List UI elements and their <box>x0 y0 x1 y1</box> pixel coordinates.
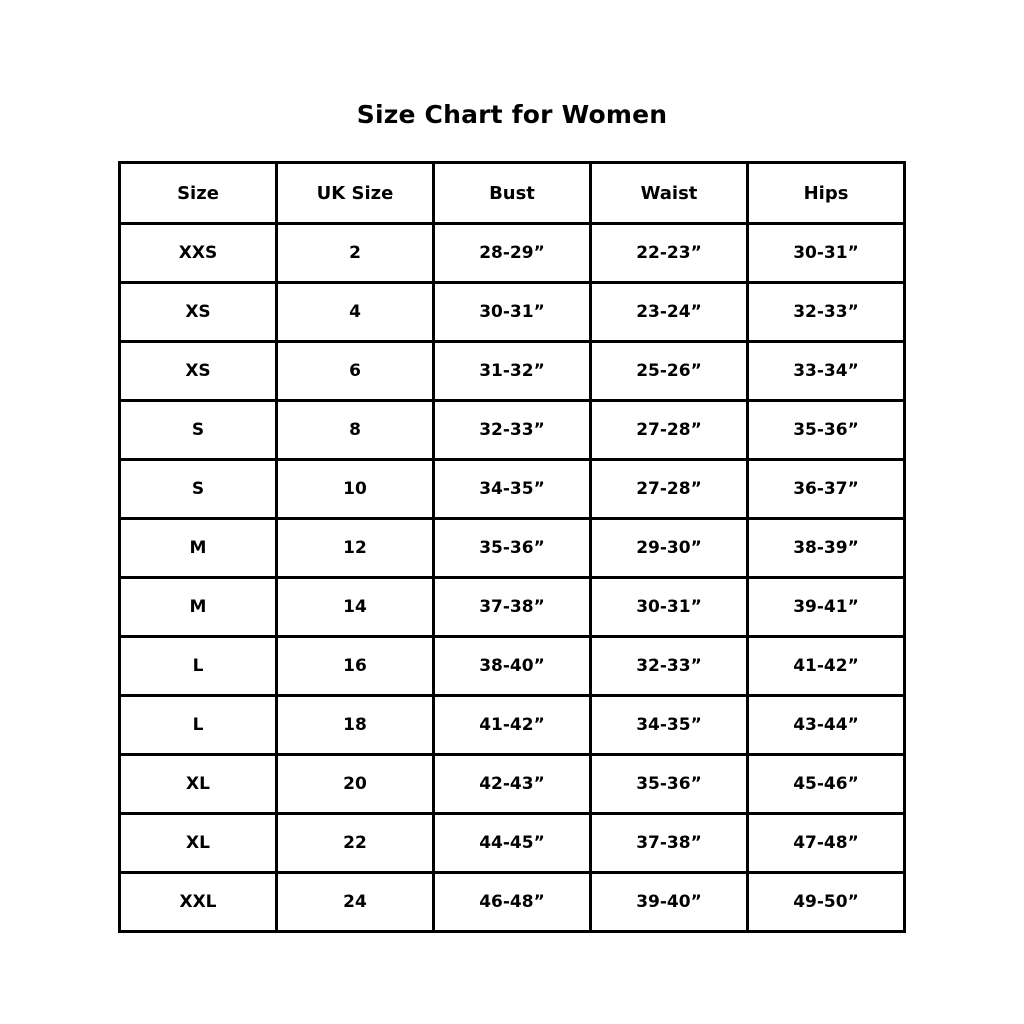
table-cell-size: L <box>120 637 277 696</box>
table-cell-hips: 39-41” <box>748 578 905 637</box>
table-cell-uk-size: 12 <box>277 519 434 578</box>
table-cell-hips: 45-46” <box>748 755 905 814</box>
table-cell-bust: 38-40” <box>434 637 591 696</box>
table-cell-size: XXS <box>120 224 277 283</box>
table-body <box>120 224 905 932</box>
table-cell-waist: 30-31” <box>591 578 748 637</box>
table-cell-size: M <box>120 519 277 578</box>
table-cell-waist: 23-24” <box>591 283 748 342</box>
table-cell-bust: 34-35” <box>434 460 591 519</box>
table-cell-waist: 27-28” <box>591 460 748 519</box>
table-cell-waist: 37-38” <box>591 814 748 873</box>
table-row <box>120 873 905 932</box>
table-row <box>120 696 905 755</box>
table-cell-uk-size: 8 <box>277 401 434 460</box>
table-cell-hips: 30-31” <box>748 224 905 283</box>
table-cell-waist: 22-23” <box>591 224 748 283</box>
table-cell-hips: 32-33” <box>748 283 905 342</box>
table-cell-waist: 29-30” <box>591 519 748 578</box>
table-cell-bust: 28-29” <box>434 224 591 283</box>
table-cell-waist: 32-33” <box>591 637 748 696</box>
column-header-bust: Bust <box>434 163 591 224</box>
table-cell-uk-size: 4 <box>277 283 434 342</box>
table-cell-waist: 34-35” <box>591 696 748 755</box>
size-chart-table <box>118 161 906 933</box>
column-header-size: Size <box>120 163 277 224</box>
page-title: Size Chart for Women <box>356 100 668 129</box>
table-cell-bust: 35-36” <box>434 519 591 578</box>
table-cell-bust: 32-33” <box>434 401 591 460</box>
table-cell-waist: 35-36” <box>591 755 748 814</box>
table-cell-hips: 35-36” <box>748 401 905 460</box>
table-cell-size: XL <box>120 755 277 814</box>
table-header <box>120 163 905 224</box>
table-row <box>120 814 905 873</box>
table-cell-size: M <box>120 578 277 637</box>
table-cell-size: XS <box>120 342 277 401</box>
table-cell-bust: 37-38” <box>434 578 591 637</box>
table-row <box>120 755 905 814</box>
table-cell-hips: 41-42” <box>748 637 905 696</box>
table-cell-bust: 46-48” <box>434 873 591 932</box>
table-cell-bust: 31-32” <box>434 342 591 401</box>
table-cell-uk-size: 10 <box>277 460 434 519</box>
table-cell-hips: 49-50” <box>748 873 905 932</box>
table-cell-waist: 27-28” <box>591 401 748 460</box>
table-cell-hips: 36-37” <box>748 460 905 519</box>
table-cell-bust: 30-31” <box>434 283 591 342</box>
table-cell-bust: 41-42” <box>434 696 591 755</box>
table-cell-hips: 33-34” <box>748 342 905 401</box>
table-row <box>120 460 905 519</box>
table-cell-uk-size: 6 <box>277 342 434 401</box>
table-cell-waist: 39-40” <box>591 873 748 932</box>
table-cell-bust: 44-45” <box>434 814 591 873</box>
table-cell-hips: 38-39” <box>748 519 905 578</box>
table-cell-size: L <box>120 696 277 755</box>
column-header-hips: Hips <box>748 163 905 224</box>
table-cell-uk-size: 2 <box>277 224 434 283</box>
table-cell-size: XXL <box>120 873 277 932</box>
table-cell-size: S <box>120 460 277 519</box>
table-cell-waist: 25-26” <box>591 342 748 401</box>
table-row <box>120 519 905 578</box>
table-cell-uk-size: 20 <box>277 755 434 814</box>
table-cell-bust: 42-43” <box>434 755 591 814</box>
table-cell-uk-size: 18 <box>277 696 434 755</box>
table-cell-uk-size: 22 <box>277 814 434 873</box>
size-chart-table-wrapper <box>118 161 906 933</box>
table-row <box>120 342 905 401</box>
table-cell-uk-size: 24 <box>277 873 434 932</box>
table-cell-hips: 47-48” <box>748 814 905 873</box>
table-cell-size: S <box>120 401 277 460</box>
column-header-waist: Waist <box>591 163 748 224</box>
table-row <box>120 224 905 283</box>
table-header-row <box>120 163 905 224</box>
table-row <box>120 283 905 342</box>
column-header-uk-size: UK Size <box>277 163 434 224</box>
table-cell-hips: 43-44” <box>748 696 905 755</box>
table-row <box>120 401 905 460</box>
table-cell-uk-size: 14 <box>277 578 434 637</box>
table-row <box>120 578 905 637</box>
table-cell-uk-size: 16 <box>277 637 434 696</box>
table-cell-size: XS <box>120 283 277 342</box>
table-cell-size: XL <box>120 814 277 873</box>
table-row <box>120 637 905 696</box>
